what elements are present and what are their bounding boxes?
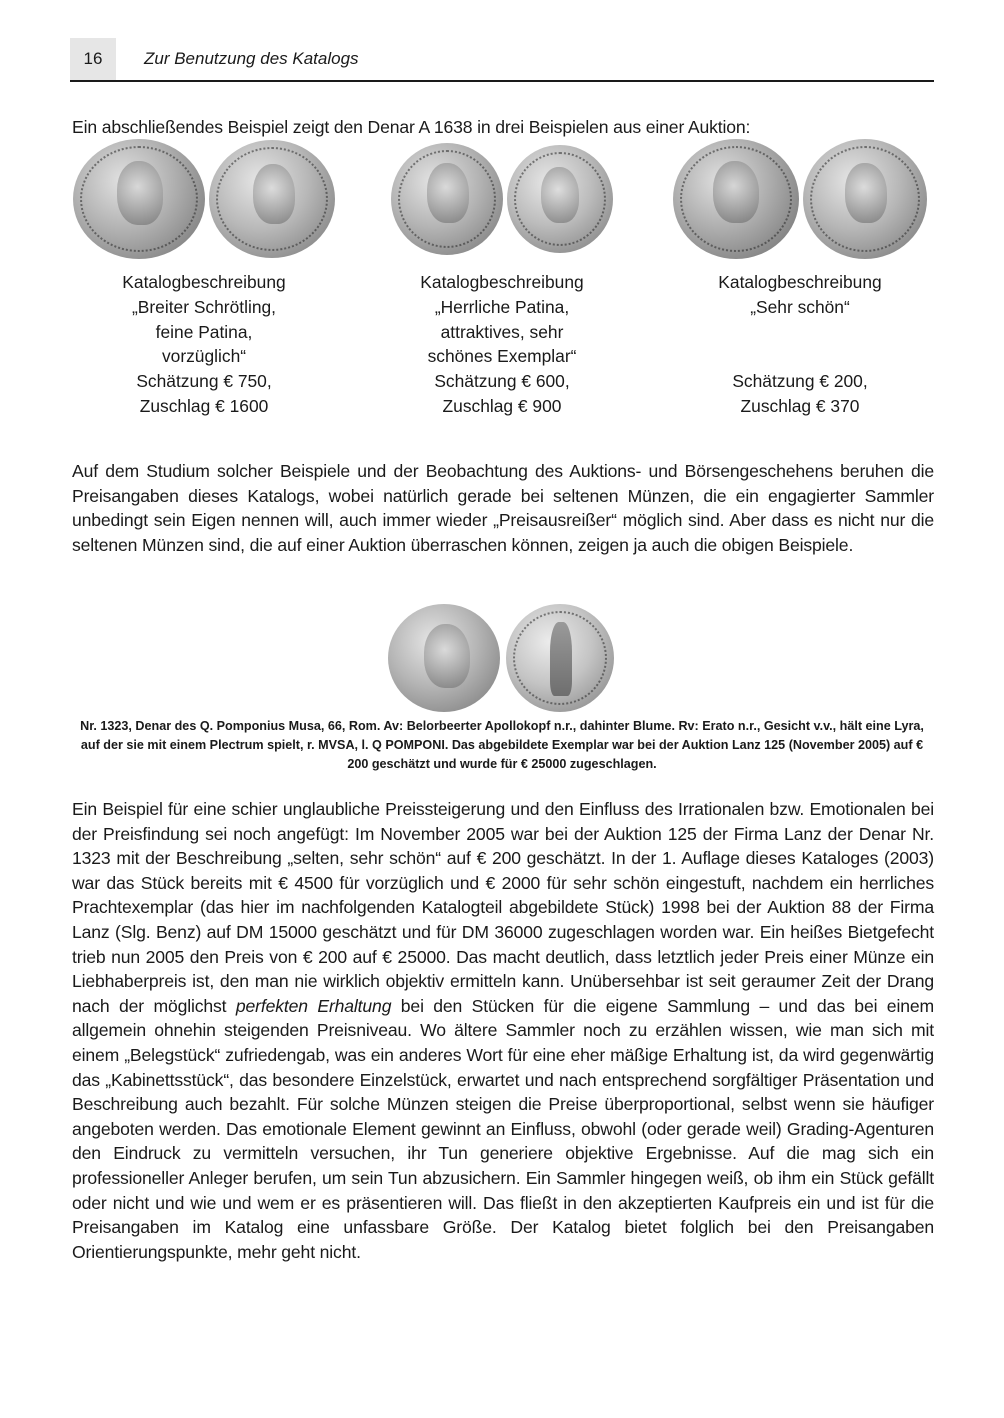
- coin-example-caption: [362, 270, 642, 419]
- caption-estimate: Schätzung € 200,: [732, 371, 868, 392]
- caption-description-line: vorzüglich“: [161, 346, 247, 367]
- emphasized-text: perfekten Erhaltung: [235, 995, 392, 1016]
- coin-reverse-image: [209, 140, 335, 258]
- denar-1323-figure: [388, 604, 618, 712]
- intro-paragraph: Ein abschließendes Beispiel zeigt den Denar A 1638 in drei Beispielen aus einer Auktion:: [72, 117, 751, 137]
- caption-description-line: schönes Exemplar“: [427, 346, 577, 367]
- figure-caption: Nr. 1323, Denar des Q. Pomponius Musa, 66, Rom. Av: Belorbeerter Apollokopf n.r., dahinter Blume. Rv: Erato n.r., Gesicht v.v., hält eine Lyra, auf der sie mit einem Plectrum spielt, r. MVSA, l. Q POMPONI. Das abgebildete Exemplar war bei der Auktion Lanz 125 (November 2005) auf € 200 geschätzt und wurde für € 25000 zugeschlagen.: [80, 719, 924, 771]
- coin-obverse-image: [388, 604, 500, 712]
- coin-obverse-image: [391, 143, 503, 255]
- paragraph-text: Ein Beispiel für eine schier unglaubliche Preissteigerung und den Einfluss des Irrationalen bzw. Emotionalen bei der Preisfindung sei noch angefügt: Im November 2005 war bei der Auktion 125 der Firma Lanz der Denar Nr. 1323 mit der Beschreibung „selten, sehr schön“ auf € 200 geschätzt. In der 1. Auflage dieses Kataloges (2003) war das Stück bereits mit € 4500 für vorzüglich und € 2000 für sehr schön eingestuft, nachdem ein herrliches Prachtexemplar (das hier im nachfolgenden Katalogteil abgebildete Stück) 1998 bei der Auktion 88 der Firma Lanz (Slg. Benz) auf DM 15000 geschätzt und für DM 36000 zugeschlagen worden war. Ein heißes Bietgefecht trieb nun 2005 den Preis von € 200 auf € 25000. Das macht deutlich, dass letztlich jeder Preis einer Münze ein Liebhaberpreis ist, den man nie wirklich objektiv ermitteln kann. Unübersehbar ist seit geraumer Zeit der Drang nach der möglichst: [72, 799, 934, 1016]
- caption-description-line: attraktives, sehr: [440, 321, 564, 342]
- caption-hammer-price: Zuschlag € 370: [740, 395, 860, 416]
- body-paragraph: [72, 797, 934, 1264]
- coin-reverse-image: [507, 145, 613, 253]
- coin-photo-pair: [64, 138, 344, 260]
- body-paragraph: Auf dem Studium solcher Beispiele und der Beobachtung des Auktions- und Börsengeschehens beruhen die Preisangaben dieses Katalogs, wobei natürlich gerade bei seltenen Münzen, die ein engagierter Sammler unbedingt sein Eigen nennen will, auch immer wieder „Preisausreißer“ möglich sind. Aber dass es nicht nur die seltenen Münzen sind, die auf einer Auktion überraschen können, zeigen ja auch die obigen Beispiele.: [72, 461, 934, 555]
- coin-photo-pair: [660, 138, 940, 260]
- caption-description-line: feine Patina,: [155, 321, 253, 342]
- caption-hammer-price: Zuschlag € 900: [442, 395, 562, 416]
- coin-example-3: [660, 138, 940, 419]
- paragraph-text: bei den Stücken für die eigene Sammlung – und das bei einem allgemein ohnehin steigenden Preisniveau. Wo ältere Sammler noch zu erzählen wissen, wie man sich mit einem „Belegstück“ zufriedengab, was ein anderes Wort für eine eher mäßige Erhaltung ist, da wird gegenwärtig das „Kabinettsstück“, das besondere Einzelstück, erwartet und nach entsprechend sorgfältiger Präsentation und Beschreibung auch bezahlt. Für solche Münzen steigen die Preise überproportional, selbst wenn sie häufiger angeboten werden. Das emotionale Element gewinnt an Einfluss, obwohl (oder gerade weil) Grading-Agenturen den Eindruck zu vermitteln versuchen, ihr Tun generiere objektive Ergebnisse. Auf die mag sich ein professioneller Anleger berufen, um sein Tun abzusichern. Ein Sammler hingegen weiß, ob ihm ein Stück gefällt oder nicht und wie und wem er es präsentieren will. Das fließt in den akzeptierten Kaufpreis ein und ist für die Preisangaben im Katalog eine unfassbare Größe. Der Katalog bietet folglich bei den Preisangaben Orientierungspunkte, mehr geht nicht.: [72, 995, 934, 1262]
- coin-reverse-image: [803, 139, 927, 259]
- coin-obverse-image: [673, 139, 799, 259]
- caption-description-line: „Breiter Schrötling,: [131, 296, 276, 317]
- caption-estimate: Schätzung € 600,: [434, 371, 570, 392]
- coin-photo-pair: [362, 138, 642, 260]
- caption-description-line: „Sehr schön“: [750, 296, 850, 317]
- caption-heading: Katalogbeschreibung: [122, 272, 286, 292]
- running-title: Zur Benutzung des Katalogs: [144, 49, 359, 68]
- caption-heading: Katalogbeschreibung: [420, 272, 584, 292]
- caption-spacer: [660, 344, 940, 369]
- page-number: 16: [70, 38, 116, 80]
- coin-example-2: [362, 138, 642, 419]
- coin-obverse-image: [73, 139, 205, 259]
- coin-example-caption: [64, 270, 344, 419]
- caption-spacer: [660, 320, 940, 345]
- caption-hammer-price: Zuschlag € 1600: [139, 395, 269, 416]
- coin-example-caption: [660, 270, 940, 419]
- caption-estimate: Schätzung € 750,: [136, 371, 272, 392]
- coin-reverse-image: [506, 604, 614, 712]
- running-header: [70, 38, 934, 82]
- caption-description-line: „Herrliche Patina,: [434, 296, 570, 317]
- coin-example-1: [64, 138, 344, 419]
- caption-heading: Katalogbeschreibung: [718, 272, 882, 292]
